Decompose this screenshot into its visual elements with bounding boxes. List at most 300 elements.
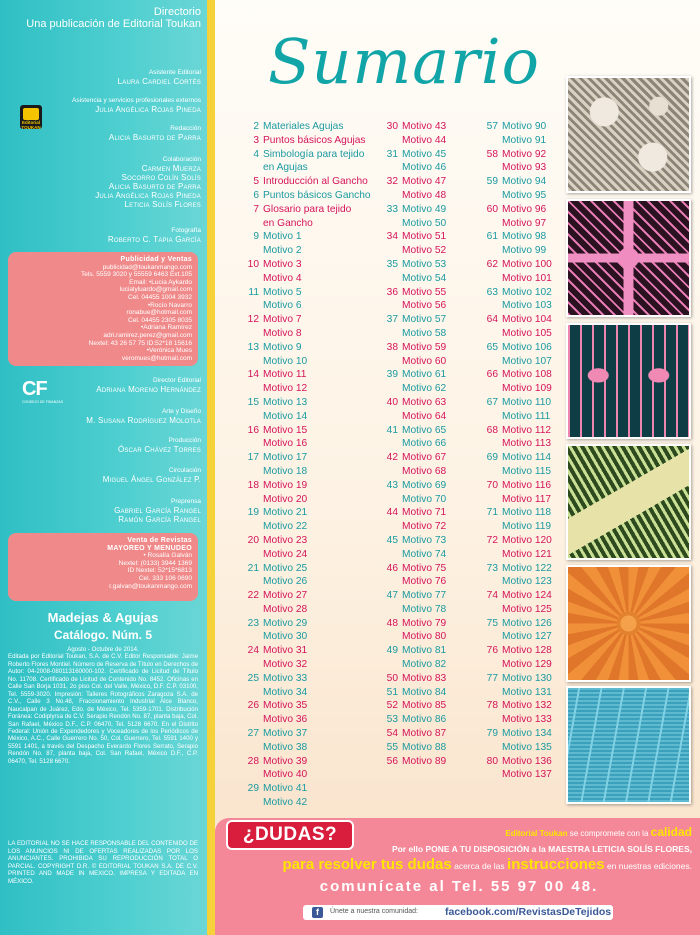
- entry-label: Motivo 28: [263, 603, 308, 615]
- page-number: [245, 796, 263, 810]
- index-entry: [245, 299, 380, 313]
- index-entry: [480, 382, 570, 396]
- entry-label: Motivo 46: [402, 162, 447, 174]
- index-entry: [380, 272, 480, 286]
- page-number: [380, 575, 402, 589]
- disclaimer-text: LA EDITORIAL NO SE HACE RESPONSABLE DEL CONTENIDO DE LOS ANUNCIOS NI DE OFERTAS REALIZADAS POR LOS ANUNCIANTES. PROHIBIDA SU REPRODUCCIÓN TOTAL O PARCIAL. COPYRIGHT D.R. © EDITORIAL TOUKAN S.A. DE C.V. PRINTED AND MADE IN MEXICO. IMPRESA Y EDITADA EN MÉXICO.: [8, 840, 198, 885]
- index-entry: [480, 493, 570, 507]
- entry-label: Motivo 73: [402, 534, 447, 546]
- banner-instructions: instrucciones: [507, 856, 605, 873]
- index-entry: [245, 713, 380, 727]
- page-number: 62: [486, 258, 498, 270]
- entry-label: Motivo 38: [263, 741, 308, 753]
- index-entry: [480, 699, 570, 713]
- index-entry: [245, 768, 380, 782]
- index-entry: [245, 562, 380, 576]
- page-number: 56: [386, 755, 398, 767]
- facebook-icon: f: [312, 907, 323, 918]
- entry-label: Motivo 45: [402, 148, 447, 160]
- index-entry: [245, 658, 380, 672]
- facebook-link[interactable]: facebook.com/RevistasDeTejidos: [445, 906, 612, 918]
- entry-label: Motivo 27: [263, 590, 308, 602]
- entry-label: Materiales Agujas: [263, 121, 344, 132]
- page-number: [380, 658, 402, 672]
- page-number: [245, 575, 263, 589]
- entry-label: Motivo 55: [402, 286, 447, 298]
- entry-label: Motivo 135: [502, 741, 552, 753]
- legal-body: Editada por Editorial Toukan, S.A. de C.V. Editor Responsable: Jaime Roberto Flores Montiel. Número de Reserva de Título en Derechos de Autor: 04-2008-080113160000-102. Certificado de Licitud de Título No. 11708. Certificado de Licitud de Contenido No. 8452. Oficinas en Calle San Borja 1031, 2o piso Col. del Valle, México, D.F. C.P. 03100, Tel. 5559-3020. Impresión: Talleres Rotográficos Zaragoza S.A. de C.V., Calle 3 No.48, Fraccionamiento Industrial Alce Blanco, Naucalpan de Juárez, Edo. de México, Tel. 5359-1701. Distribución Foránea: Codiplyrsa de C.V. Serapio Rendón No. 87, planta baja, Col. San Rafael, México D.F., C.P. 06470, Tel. 5128 6670. En el Distrito Federal: Unión de Expendedores y Voceadores de los Periódicos de México, A.C., Calle Guerrero No. 50, Col. Guerrero, Tel. 5591 1400 y 5591 1401, a través del Despacho Everardo Flores Serrato, Serapio Rendón No. 87, planta baja, Col. San Rafael, México D.F., C.P. 06470, Tel. 5128 6670.: [8, 653, 198, 765]
- entry-label: Motivo 10: [263, 355, 308, 367]
- page-number: [245, 410, 263, 424]
- page-number: 7: [253, 203, 259, 215]
- entry-label: Motivo 128: [502, 645, 552, 657]
- index-entry: [380, 258, 480, 272]
- entry-label: Motivo 70: [402, 493, 447, 505]
- index-entry: [380, 355, 480, 369]
- entry-label: Motivo 78: [402, 603, 447, 615]
- banner-brand: Editorial Toukan: [505, 829, 568, 838]
- index-entry: [380, 755, 480, 769]
- index-entry: [380, 437, 480, 451]
- entry-label: Motivo 32: [263, 659, 308, 671]
- page-number: [380, 299, 402, 313]
- page-number: [480, 741, 502, 755]
- catalog-number: Catálogo. Núm. 5: [53, 628, 152, 642]
- index-entry: [380, 672, 480, 686]
- page-number: [480, 465, 502, 479]
- entry-label: Motivo 41: [263, 783, 308, 795]
- directory-title: Directorio: [153, 6, 201, 18]
- swatch-photo-pink-pineapple: [566, 323, 691, 439]
- entry-label: Motivo 111: [502, 410, 551, 422]
- index-entry: [380, 658, 480, 672]
- index-entry: [380, 644, 480, 658]
- entry-label: Motivo 96: [502, 203, 547, 215]
- index-entry: [245, 217, 380, 231]
- entry-label: Motivo 101: [502, 272, 552, 284]
- entry-label: Motivo 66: [402, 438, 447, 450]
- page-number: 16: [247, 424, 259, 436]
- page-number: 53: [386, 714, 398, 726]
- index-entry: [380, 465, 480, 479]
- entry-label: Motivo 48: [402, 189, 447, 201]
- index-entry: [245, 672, 380, 686]
- entry-label: Motivo 67: [402, 452, 447, 464]
- page-number: [245, 382, 263, 396]
- index-entry: [245, 286, 380, 300]
- entry-label: Motivo 58: [402, 327, 447, 339]
- entry-label: Motivo 82: [402, 659, 447, 671]
- index-entry: [480, 479, 570, 493]
- page-number: [380, 161, 402, 175]
- index-entry: [480, 713, 570, 727]
- page-number: [480, 382, 502, 396]
- credit-assistant: Asistente Editorial Laura Cardiel Cortés: [117, 69, 201, 86]
- toukan-logo: Editorial TOUKAN: [20, 105, 42, 129]
- index-entry: [245, 589, 380, 603]
- index-column-3: [480, 120, 570, 782]
- directory-subtitle: Una publicación de Editorial Toukan: [26, 18, 201, 30]
- entry-label: Motivo 134: [502, 728, 552, 740]
- page-number: 49: [386, 645, 398, 657]
- index-entry: [480, 603, 570, 617]
- entry-label: Motivo 25: [263, 562, 308, 574]
- index-entry: [480, 258, 570, 272]
- page-number: [245, 493, 263, 507]
- index-entry: [480, 424, 570, 438]
- entry-label: Motivo 59: [402, 341, 447, 353]
- page-number: 22: [247, 590, 259, 602]
- index-entry: [380, 148, 480, 162]
- index-entry: [245, 755, 380, 769]
- index-entry: [245, 534, 380, 548]
- magazine-sales-box: Venta de Revistas MAYOREO Y MENUDEO • Rosalía Galván Nextel: (0133) 3944 1369 ID Nextel: 52*15*6813 Cel. 333 106 0690 r.galvan@toukanmango.com: [8, 533, 198, 601]
- index-entry: [245, 437, 380, 451]
- page-number: 43: [386, 479, 398, 491]
- page-number: 79: [486, 728, 498, 740]
- index-entry: [480, 644, 570, 658]
- index-entry: [380, 244, 480, 258]
- banner-line-1-text: se compromete con la: [569, 829, 649, 838]
- entry-label: Motivo 127: [502, 631, 552, 643]
- index-entry: [380, 341, 480, 355]
- index-entry: [245, 382, 380, 396]
- index-entry: [245, 493, 380, 507]
- entry-label: Motivo 129: [502, 659, 552, 671]
- index-entry: [380, 230, 480, 244]
- page-number: 72: [486, 534, 498, 546]
- index-entry: [245, 120, 380, 134]
- credit-photography: Fotografía Roberto C. Tapia García: [107, 227, 201, 244]
- cf-logo-caption: CONSEJO DE FINANZAS: [22, 400, 64, 404]
- page-number: [380, 382, 402, 396]
- index-entry: [380, 299, 480, 313]
- page-number: 9: [253, 231, 259, 243]
- banner-line-1: [360, 825, 692, 839]
- index-column-2: [380, 120, 480, 768]
- entry-label: Motivo 119: [502, 521, 552, 533]
- swatch-photo-orange-octagon: [566, 565, 691, 682]
- page-number: 33: [386, 203, 398, 215]
- entry-label: Motivo 89: [402, 755, 447, 767]
- index-entry: [480, 244, 570, 258]
- page-number: 29: [247, 783, 259, 795]
- entry-label: Motivo 3: [263, 258, 302, 270]
- banner-calidad: calidad: [650, 825, 692, 839]
- entry-label: Motivo 98: [502, 231, 547, 243]
- entry-label: Simbología para tejido: [263, 148, 365, 160]
- page-number: 14: [247, 369, 259, 381]
- page-number: [480, 686, 502, 700]
- index-entry: [480, 658, 570, 672]
- index-entry: [245, 796, 380, 810]
- index-entry: [245, 175, 380, 189]
- page-number: 75: [486, 617, 498, 629]
- index-entry: [380, 741, 480, 755]
- page-number: [380, 189, 402, 203]
- index-entry: [480, 355, 570, 369]
- entry-label: Motivo 106: [502, 341, 552, 353]
- page-number: [245, 465, 263, 479]
- page-number: 5: [253, 176, 259, 188]
- entry-label: Motivo 47: [402, 176, 447, 188]
- entry-label: Motivo 99: [502, 245, 547, 257]
- entry-label: Motivo 2: [263, 245, 302, 257]
- legal-date: Agosto - Octubre de 2014.: [67, 646, 139, 653]
- index-entry: [245, 230, 380, 244]
- ads-sales-box: Publicidad y Ventas publicidad@toukanmango.com Tels. 5559 3020 y 55559 6463 Ext.105 Email: •Lucia Aykardo lucialyluardo@gmail.com Cel. 04455 1004 3932 •Rocío Navarro ronabue@hotmail.com Cel. 04455 2305 8035 •Adriana Ramírez adri.ramirez.perez@gmail.com Nextel: 43 26 57 75 ID:52*18 15616 •Verónica Mues veromues@hotmail.com: [8, 252, 198, 366]
- entry-label: Motivo 49: [402, 203, 447, 215]
- index-entry: [380, 575, 480, 589]
- entry-label: Motivo 93: [502, 162, 547, 174]
- swatch-photo-green-lace: [566, 444, 691, 560]
- index-entry: [245, 479, 380, 493]
- index-entry: [245, 148, 380, 162]
- index-entry: [245, 341, 380, 355]
- page-number: 26: [247, 700, 259, 712]
- page-number: 36: [386, 286, 398, 298]
- index-entry: [380, 313, 480, 327]
- index-entry: [245, 368, 380, 382]
- entry-label: Motivo 13: [263, 396, 308, 408]
- banner-line-3: [226, 856, 692, 873]
- credit-production: Producción Óscar Chávez Torres: [118, 437, 201, 454]
- page-number: 32: [386, 176, 398, 188]
- page-number: [245, 686, 263, 700]
- entry-label: Motivo 76: [402, 576, 447, 588]
- index-entry: [380, 493, 480, 507]
- index-entry: [480, 161, 570, 175]
- page-number: 42: [386, 452, 398, 464]
- index-entry: [480, 230, 570, 244]
- credit-redaction: Redacción Alicia Basurto de Parra: [108, 125, 201, 142]
- index-entry: [480, 755, 570, 769]
- entry-label: Motivo 4: [263, 272, 302, 284]
- index-entry: [480, 437, 570, 451]
- index-entry: [480, 617, 570, 631]
- credit-art: Arte y Diseño M. Susana Rodríguez Molotla: [86, 408, 201, 425]
- index-entry: [245, 203, 380, 217]
- index-entry: [245, 313, 380, 327]
- index-entry: [480, 175, 570, 189]
- entry-label: Motivo 39: [263, 755, 308, 767]
- entry-label: Motivo 126: [502, 617, 552, 629]
- page-number: 19: [247, 507, 259, 519]
- page-number: 13: [247, 341, 259, 353]
- entry-label: Motivo 80: [402, 631, 447, 643]
- page-number: 73: [486, 562, 498, 574]
- entry-label: Motivo 92: [502, 148, 547, 160]
- entry-label: Motivo 120: [502, 534, 552, 546]
- index-entry: [380, 451, 480, 465]
- credit-external: Asistencia y servicios profesionales externos Julia Angélica Rojas Pineda: [72, 97, 201, 114]
- page-number: 80: [486, 755, 498, 767]
- page-number: 40: [386, 396, 398, 408]
- entry-label: Motivo 26: [263, 576, 308, 588]
- page-number: 70: [486, 479, 498, 491]
- index-entry: [380, 589, 480, 603]
- entry-label: Motivo 33: [263, 672, 308, 684]
- facebook-join-text: Únete a nuestra comunidad:: [330, 908, 418, 915]
- entry-label: Motivo 12: [263, 383, 308, 395]
- page-number: [480, 355, 502, 369]
- page-number: [245, 355, 263, 369]
- entry-label: Motivo 61: [402, 369, 447, 381]
- page-number: 51: [386, 686, 398, 698]
- entry-label: Motivo 118: [502, 507, 552, 519]
- entry-label: Glosario para tejido: [263, 203, 352, 215]
- page-number: 28: [247, 755, 259, 767]
- cf-logo: CF: [22, 378, 47, 400]
- page-number: 2: [253, 121, 259, 132]
- entry-label: Motivo 51: [402, 231, 447, 243]
- dudas-badge: ¿DUDAS?: [226, 820, 354, 850]
- entry-label: Motivo 50: [402, 217, 447, 229]
- page-number: 10: [247, 258, 259, 270]
- page-number: 60: [486, 203, 498, 215]
- index-entry: [380, 161, 480, 175]
- entry-label: Motivo 100: [502, 258, 552, 270]
- index-entry: [480, 672, 570, 686]
- page-number: [245, 520, 263, 534]
- page-number: [480, 713, 502, 727]
- page-number: 47: [386, 590, 398, 602]
- entry-label: Motivo 63: [402, 396, 447, 408]
- entry-label: Motivo 110: [502, 396, 552, 408]
- page-number: 3: [253, 134, 259, 146]
- entry-label: Motivo 116: [502, 479, 552, 491]
- index-entry: [480, 589, 570, 603]
- index-entry: [245, 327, 380, 341]
- page-number: 67: [486, 396, 498, 408]
- page-number: 11: [248, 286, 259, 298]
- entry-label: Motivo 69: [402, 479, 447, 491]
- page-number: [245, 630, 263, 644]
- page-number: 71: [486, 507, 498, 519]
- credit-prepress: Preprensa Gabriel García Rangel Ramón García Rangel: [114, 498, 201, 524]
- page-number: 45: [386, 534, 398, 546]
- entry-label: Motivo 5: [263, 286, 302, 298]
- page-number: [480, 134, 502, 148]
- index-entry: [245, 699, 380, 713]
- page-number: 35: [386, 258, 398, 270]
- index-entry: [380, 713, 480, 727]
- page-number: 25: [247, 672, 259, 684]
- index-entry: [480, 727, 570, 741]
- entry-label: Motivo 6: [263, 300, 302, 312]
- page-number: 66: [486, 369, 498, 381]
- page-number: 52: [386, 700, 398, 712]
- entry-label: Motivo 7: [263, 314, 302, 326]
- page-number: [380, 520, 402, 534]
- entry-label: Motivo 74: [402, 548, 447, 560]
- index-entry: [245, 272, 380, 286]
- page-number: [480, 603, 502, 617]
- entry-label: Motivo 124: [502, 590, 552, 602]
- page-number: 37: [386, 314, 398, 326]
- page-number: [380, 410, 402, 424]
- entry-label: Motivo 88: [402, 741, 447, 753]
- entry-label: Motivo 75: [402, 562, 447, 574]
- entry-label: Motivo 114: [502, 452, 552, 464]
- page-number: [480, 575, 502, 589]
- entry-label: Motivo 9: [263, 341, 302, 353]
- swatch-photo-white-lace: [566, 76, 691, 193]
- entry-label: Motivo 52: [402, 245, 447, 257]
- banner-editions: en nuestras ediciones.: [606, 861, 692, 871]
- entry-label: Motivo 115: [502, 465, 552, 477]
- entry-label: Motivo 123: [502, 576, 552, 588]
- index-entry: [245, 410, 380, 424]
- index-entry: [480, 686, 570, 700]
- page-number: 74: [486, 590, 498, 602]
- entry-label: Motivo 79: [402, 617, 447, 629]
- entry-label: Motivo 44: [402, 134, 447, 146]
- entry-label: Motivo 90: [502, 121, 547, 132]
- page-number: [480, 658, 502, 672]
- entry-label: Motivo 108: [502, 369, 552, 381]
- index-entry: [380, 617, 480, 631]
- page-number: 54: [386, 728, 398, 740]
- page-number: 23: [247, 617, 259, 629]
- index-entry: [245, 686, 380, 700]
- index-entry: [480, 534, 570, 548]
- swatch-photo-pink-square: [566, 199, 691, 317]
- page-number: [480, 189, 502, 203]
- index-entry: [380, 203, 480, 217]
- entry-label: en Gancho: [263, 217, 313, 229]
- entry-label: Motivo 35: [263, 700, 308, 712]
- page-number: [480, 217, 502, 231]
- page-number: [480, 272, 502, 286]
- entry-label: Motivo 85: [402, 700, 447, 712]
- page-number: [245, 603, 263, 617]
- page-number: [480, 161, 502, 175]
- index-entry: [380, 534, 480, 548]
- index-entry: [245, 741, 380, 755]
- entry-label: Motivo 37: [263, 728, 308, 740]
- page-number: 59: [486, 176, 498, 188]
- page-number: [245, 768, 263, 782]
- banner-about: acerca de las: [454, 861, 505, 871]
- page-number: [245, 217, 263, 231]
- page-number: 64: [486, 314, 498, 326]
- entry-label: Motivo 22: [263, 521, 308, 533]
- entry-label: Motivo 34: [263, 686, 308, 698]
- page-number: [480, 548, 502, 562]
- index-entry: [480, 272, 570, 286]
- index-entry: [245, 603, 380, 617]
- entry-label: Motivo 14: [263, 410, 308, 422]
- page-number: [480, 410, 502, 424]
- page-number: [245, 244, 263, 258]
- entry-label: Motivo 125: [502, 603, 552, 615]
- entry-label: Motivo 102: [502, 286, 552, 298]
- page-number: [245, 161, 263, 175]
- entry-label: Motivo 81: [402, 645, 447, 657]
- index-entry: [380, 699, 480, 713]
- index-entry: [380, 686, 480, 700]
- index-entry: [480, 134, 570, 148]
- page-number: [480, 244, 502, 258]
- page-number: 17: [247, 452, 259, 464]
- entry-label: Motivo 16: [263, 438, 308, 450]
- index-entry: [480, 203, 570, 217]
- entry-label: Motivo 117: [502, 493, 552, 505]
- legal-text: [8, 646, 198, 765]
- entry-label: Motivo 86: [402, 714, 447, 726]
- entry-label: Motivo 54: [402, 272, 447, 284]
